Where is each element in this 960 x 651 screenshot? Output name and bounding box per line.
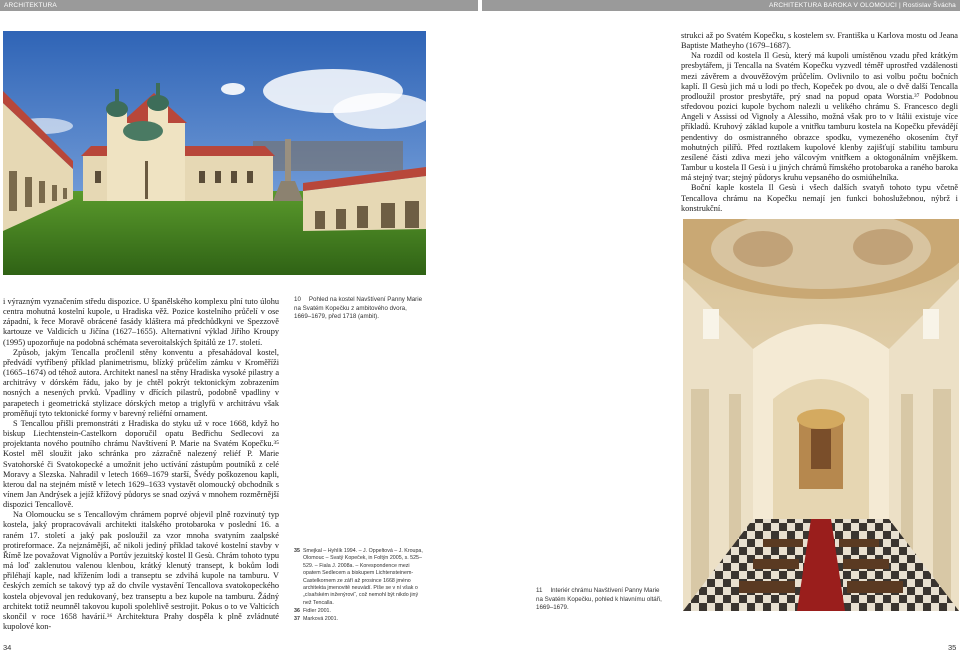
running-header-right: ARCHITEKTURA BAROKA V OLOMOUCI | Rostislav Švácha [482,0,960,11]
footnote-text: Smejkal – Hyhlík 1994. – J. Oppeltová – J. Kroupa, Olomouc – Svatý Kopeček, in Foltýn 2005, s. 525–529. – Fiala J. 2008a. – Korespondence mezi opatem Sedlecem a biskupem Lichtensteinem-Castelkornem ze září až prosince 1668 jméno architekta jmenovitě neuvádí. Píše se v ní však o „císařském inženýrovi“, což nemohl být nikdo jiný než Tencalla. [303,548,423,606]
right-paragraph-1: strukci až po Svatém Kopečku, s kostelem sv. Františka u Karlova mostu od Jeana Baptiste Matheyho (1679–1687). [681,31,958,51]
page-number-right: 35 [948,643,957,651]
running-header-left: ARCHITEKTURA [0,0,478,11]
left-text-column [3,297,279,632]
right-paragraph-2: Na rozdíl od kostela Il Gesù, který má kupoli umístěnou vzadu před krátkým presbytářem, ji Tencalla na Svatém Kopečku vyzvedl téměř uprostřed vzdálenosti mezi závěrem a dvouvěžovým průčelím. Ovlivnilo to asi volbu počtu bočních kaplí. Il Gesù jich má u lodi po třech, Kopeček po dvou, ale o dvě další Tencalla prodloužil prostor presbytáře, prý snad na popud opata Worstia.³⁷ Podobnou středovou pozici kupole bychom nalezli u velikého chrámu S. Francesco degli Angeli v Assissi od Vignoly a Alessiho, možná však pro to v Itálii existuje více příkladů. Kruhový základ kupole a vnitřku tamburu kostela na Kopečku převádějí pendentivy do osmistranného obrazce spodku, vymezeného okosením čtyř mohutných pilířů. Před roztlakem kupolové klenby zajišťují stabilitu tamburu zesílené části zdiva mezi jeho válcovým vnitřkem a oktogonálním vnějškem. Tambur u kostela Il Gesù i u jiných chrámů římského protobaroka a raného baroka má stejný tvar; stejný půdorys kruhu vepsaného do osmiúhelníka. [681,51,958,183]
left-paragraph-3: S Tencallou přišli premonstráti z Hradiska do styku už v roce 1668, když ho biskup Liechtenstein-Castelkorn doporučil opatu Bedřichu Sedlecovi za projektanta nového poutního chrámu Navštívení P. Marie na Svatém Kopečku.³⁵ Kostel měl sloužit jako schránka pro zázračně nalezený reliéf P. Marie Svatohorské či Svatokopecké a umožnit jeho uctívání zástupům poutníků z celé Moravy a Slezska. Nahradil v letech 1669–1679 starší, Švédy poškozenou kapli, kterou dal na stejném místě v letech 1629–1633 vystavět olomoucký obchodník s vínem Jan Andrýsek a jejíž křížový půdorys se snad ozývá v mnohem rozměrnější dispozici Tencallově. [3,418,279,510]
church-interior-photo [683,219,959,611]
figure-11-number: 11 [536,587,543,594]
footnote [294,608,424,615]
right-paragraph-3: Boční kaple kostela Il Gesù i všech dalších svatyň tohoto typu včetně Tencallova chrámu na Kopečku nemají jen funkci bohoslužebnou, nýbrž i konstrukční. [681,183,958,213]
footnote-number: 35 [294,548,300,554]
footnotes [294,548,424,624]
footnote-number: 37 [294,615,300,622]
figure-10-number: 10 [294,296,301,303]
footnote-text: Fidler 2001. [303,607,331,614]
left-paragraph-1: i výrazným vyznačením středu dispozice. U španělského komplexu plní tuto úlohu centra mohutná kostelní kupole, u Hradiska věž. Pozice kostelního průčelí v ose západní, k řece Moravě obrácené fasády kláštera má předchůdkyni ve Spezzově kartouze ve Valdicích u Jičína (1627–1655). Alternativní výklad Jiřího Kroupy (1995) upozorňuje na podobná schémata severoitalských špitálů ze 17. století. [3,297,279,347]
footnote-number: 36 [294,607,300,614]
church-exterior-photo [3,31,426,275]
left-paragraph-4: Na Olomoucku se s Tencallovým chrámem poprvé objevil plně rozvinutý typ kostela, jaký propracovávali architekti italského protobaroka v poslední 16. a raném 17. století a jaký pak posloužil za vzor mnoha svatyním zaalpské protireformace. Za nejznámější, ač nikoli jediný příklad takové kostelní stavby v Římě lze považovat Vignolův a Portův jezuitský kostel Il Gesù. Chrám tohoto typu má loď zaklenutou valenou klenbou, krátký klenutý transept, k bokům lodi přiléhají kaple, nad křížením lodi a transeptu se zdvihá kupole na tamburu. V českých zemích se takový typ až do chvíle vystavění Tencallova svatokopeckého kostela objevoval jen redukovaný, bez transeptu a bez kupole na tamburu. Žádný architekt totiž neumněl takovou kupoli spolehlivě sestrojit. Pokus o to ve Valticích skončil v roce 1658 havárií.³⁶ Architektura Prahy dospěla k plně zvládnuté kupolové kon- [3,510,279,631]
page-number-left: 34 [3,643,12,651]
right-text-column [681,31,958,214]
figure-10-caption [294,296,424,322]
footnote-text: Marková 2001. [303,615,339,622]
figure-11-text: Interiér chrámu Navštívení Panny Marie na Svatém Kopečku, pohled k hlavnímu oltáři, 1669–1679. [536,587,662,612]
left-paragraph-2: Způsob, jakým Tencalla pročlenil stěny konventu a přesahádoval kostel, předvádí vytříbený příklad planimetrismu, blízký průčelím zámku v Kroměříži (1665–1674) od téhož autora. Architekt nanesl na stěny Hradiska vysoké pilastry a architrávy v dórském řádu, jako by je chtěl pokrýt tektonickým zobrazením nosných a nesených prvků. Vpadliny v dřících pilastrů, podobně vpadliny v parapetech i geometrická stylizace dórských metop a triglyfů v architrávu však proměňují tyto tektonické formy v barevný reliéfní ornament. [3,347,279,418]
figure-11-caption [536,587,666,613]
figure-10-text: Pohled na kostel Navštívení Panny Marie na Svatém Kopečku z ambitového dvora, 1669–1679, před 1718 (ambit). [294,296,423,321]
footnote [294,616,424,623]
footnote [294,548,424,607]
